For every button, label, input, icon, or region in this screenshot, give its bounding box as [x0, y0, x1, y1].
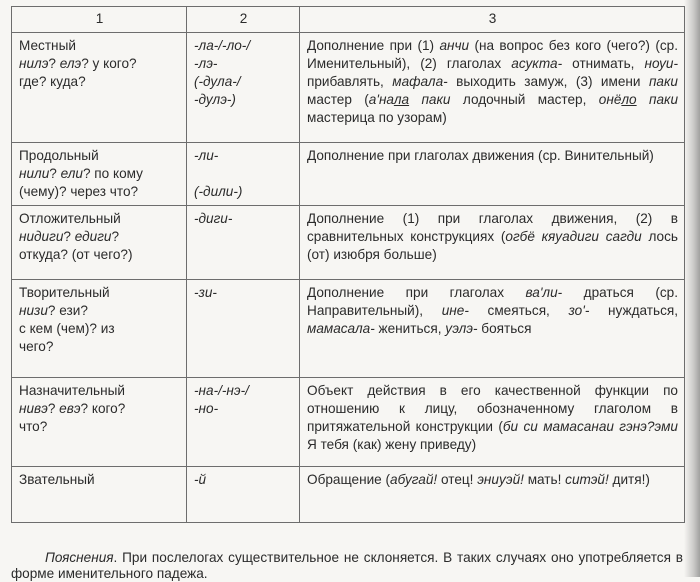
case-question-line: с кем (чем)? из [19, 321, 115, 336]
desc-text: отец! [437, 472, 478, 487]
question-text: ? кого? [80, 401, 126, 416]
desc-text: отнимать, [562, 56, 645, 71]
desc-text: драться (ср. Направительный), [307, 285, 678, 318]
desc-example: би си мамасанаи гэнэ?эми [502, 419, 678, 434]
suffix: -диги- [194, 211, 233, 226]
desc-example: анчи [439, 38, 470, 53]
suffix: -но- [194, 401, 219, 416]
suffix: (-дула-/ [194, 74, 241, 89]
case-cell [12, 280, 187, 378]
question-text: ? у кого? [81, 56, 137, 71]
case-name: Звательный [19, 472, 95, 487]
desc-text: бояться [477, 321, 532, 336]
suffix-cell [187, 280, 300, 378]
case-question [19, 400, 180, 418]
suffix-cell [187, 143, 300, 206]
desc-example: асукта- [511, 56, 563, 71]
desc-example-part: паки [409, 92, 451, 107]
case-name: Отложительный [19, 211, 121, 226]
suffix: -й [194, 472, 207, 487]
desc-text: мать! [523, 472, 566, 487]
desc-text: Обращение ( [307, 472, 391, 487]
table-row [12, 33, 685, 143]
suffix-cell [187, 467, 300, 523]
suffix: -дулэ-) [194, 92, 236, 107]
case-question [19, 55, 180, 73]
desc-text: мастер ( [307, 92, 369, 107]
question-text: ? [80, 303, 88, 318]
case-name: Местный [19, 38, 76, 53]
question-sep: ? [49, 166, 61, 181]
desc-example: эниуэй! [477, 472, 524, 487]
suffix: -ли- [194, 148, 219, 163]
suffix-cell [187, 378, 300, 467]
desc-text: жениться, [374, 321, 446, 336]
question-word: нидиги [19, 229, 64, 244]
desc-example: ва'ли- [525, 285, 563, 300]
question-sep: ? [48, 56, 60, 71]
desc-example-underlined: ло [621, 92, 637, 107]
notes-label: Пояснения [45, 549, 114, 565]
desc-text: Дополнение при (1) [307, 38, 440, 53]
column-header-2: 2 [187, 7, 300, 33]
question-text: ? по кому [82, 166, 143, 181]
desc-text: Дополнение (1) при глаголах движения, (2) в сравнительных конструкциях ( [307, 211, 678, 244]
table-row [12, 467, 685, 523]
question-word: ези [59, 303, 81, 318]
question-word: евэ [59, 401, 81, 416]
case-name: Назначительный [19, 383, 125, 398]
desc-text: Дополнение при глаголах движения (ср. Винительный) [307, 148, 654, 163]
desc-example: ноуи- [644, 56, 678, 71]
notes-text: . При послелогах существительное не склоняется. В таких случаях оно употребляется в форме именительного падежа. [11, 549, 683, 581]
table-row [12, 280, 685, 378]
case-cell [12, 467, 187, 523]
desc-text: Объект действия в его качественной функции по отношению к лицу, обозначенному глаголом в притяжательной конструкции ( [307, 383, 678, 434]
question-sep: ? [47, 401, 60, 416]
desc-text: выходить замуж, (3) имени [447, 74, 649, 89]
question-word: нивэ [19, 401, 48, 416]
case-question [19, 228, 180, 246]
spacer [194, 165, 293, 183]
question-word: низи [19, 303, 48, 318]
description-cell [300, 378, 685, 467]
question-word: елэ [59, 56, 82, 71]
scan-edge-shadow [684, 0, 700, 577]
header-row [12, 7, 685, 33]
case-question [19, 165, 180, 183]
desc-text: лось (от) изюбря больше) [307, 229, 678, 262]
question-text: ? [111, 229, 120, 244]
desc-example: зо'- [568, 303, 590, 318]
desc-example-underlined: ла [393, 92, 410, 107]
desc-example: ине- [441, 303, 469, 318]
case-question-line: где? куда? [19, 74, 86, 89]
question-sep: ? [47, 303, 60, 318]
desc-example [369, 92, 451, 107]
table-row [12, 143, 685, 206]
desc-example-part: а'на [368, 92, 394, 107]
suffix: -зи- [194, 285, 217, 300]
notes-indent [11, 550, 45, 565]
desc-text: лодочный мастер, [450, 92, 599, 107]
question-word: нили [19, 166, 50, 181]
description-cell [300, 206, 685, 280]
question-word: едиги [74, 229, 112, 244]
case-cell [12, 33, 187, 143]
column-header-1: 1 [12, 7, 187, 33]
case-question-line: откуда? (от чего?) [19, 247, 133, 262]
case-cell [12, 206, 187, 280]
case-name: Творительный [19, 285, 110, 300]
description-cell [300, 467, 685, 523]
case-cell [12, 143, 187, 206]
question-word: нилэ [19, 56, 49, 71]
suffix: -лэ- [194, 56, 218, 71]
desc-example-part: онё [598, 92, 622, 107]
desc-example: паки [648, 74, 678, 89]
desc-text: мастерица по узорам) [307, 110, 447, 125]
case-table [11, 6, 685, 523]
desc-example: абугай! [390, 472, 438, 487]
desc-text: прибавлять, [307, 74, 393, 89]
desc-example: мафала- [392, 74, 448, 89]
desc-text: дитя!) [608, 472, 650, 487]
case-cell [12, 378, 187, 467]
table-row [12, 206, 685, 280]
table-row [12, 378, 685, 467]
description-cell [300, 33, 685, 143]
case-question [19, 302, 180, 320]
description-cell [300, 143, 685, 206]
desc-example: уэлэ- [445, 321, 478, 336]
suffix-cell [187, 206, 300, 280]
question-sep: ? [63, 229, 75, 244]
desc-example-part: паки [636, 92, 679, 107]
desc-text: Я тебя (как) жену приведу) [307, 437, 477, 452]
desc-text: (на вопрос без кого (чего?) (ср. Именительный), (2) глаголах [307, 38, 678, 71]
suffix-cell [187, 33, 300, 143]
desc-text: нуждаться, [589, 303, 679, 318]
desc-example: огбё кяуадиги сагди [505, 229, 642, 244]
case-question-line: (чему)? через что? [19, 184, 139, 199]
desc-text: смеяться, [468, 303, 569, 318]
description-cell [300, 280, 685, 378]
desc-text: Дополнение при глаголах [307, 285, 526, 300]
case-name: Продольный [19, 148, 99, 163]
case-question-line: что? [19, 419, 48, 434]
question-word: ели [60, 166, 83, 181]
suffix: -на-/-нэ-/ [194, 383, 249, 398]
desc-example: ситэй! [565, 472, 609, 487]
case-question-line: чего? [19, 339, 54, 354]
desc-example [599, 92, 678, 107]
suffix: -ла-/-ло-/ [194, 38, 251, 53]
column-header-3: 3 [300, 7, 685, 33]
desc-example: мамасала- [307, 321, 375, 336]
suffix: (-дили-) [194, 184, 243, 199]
